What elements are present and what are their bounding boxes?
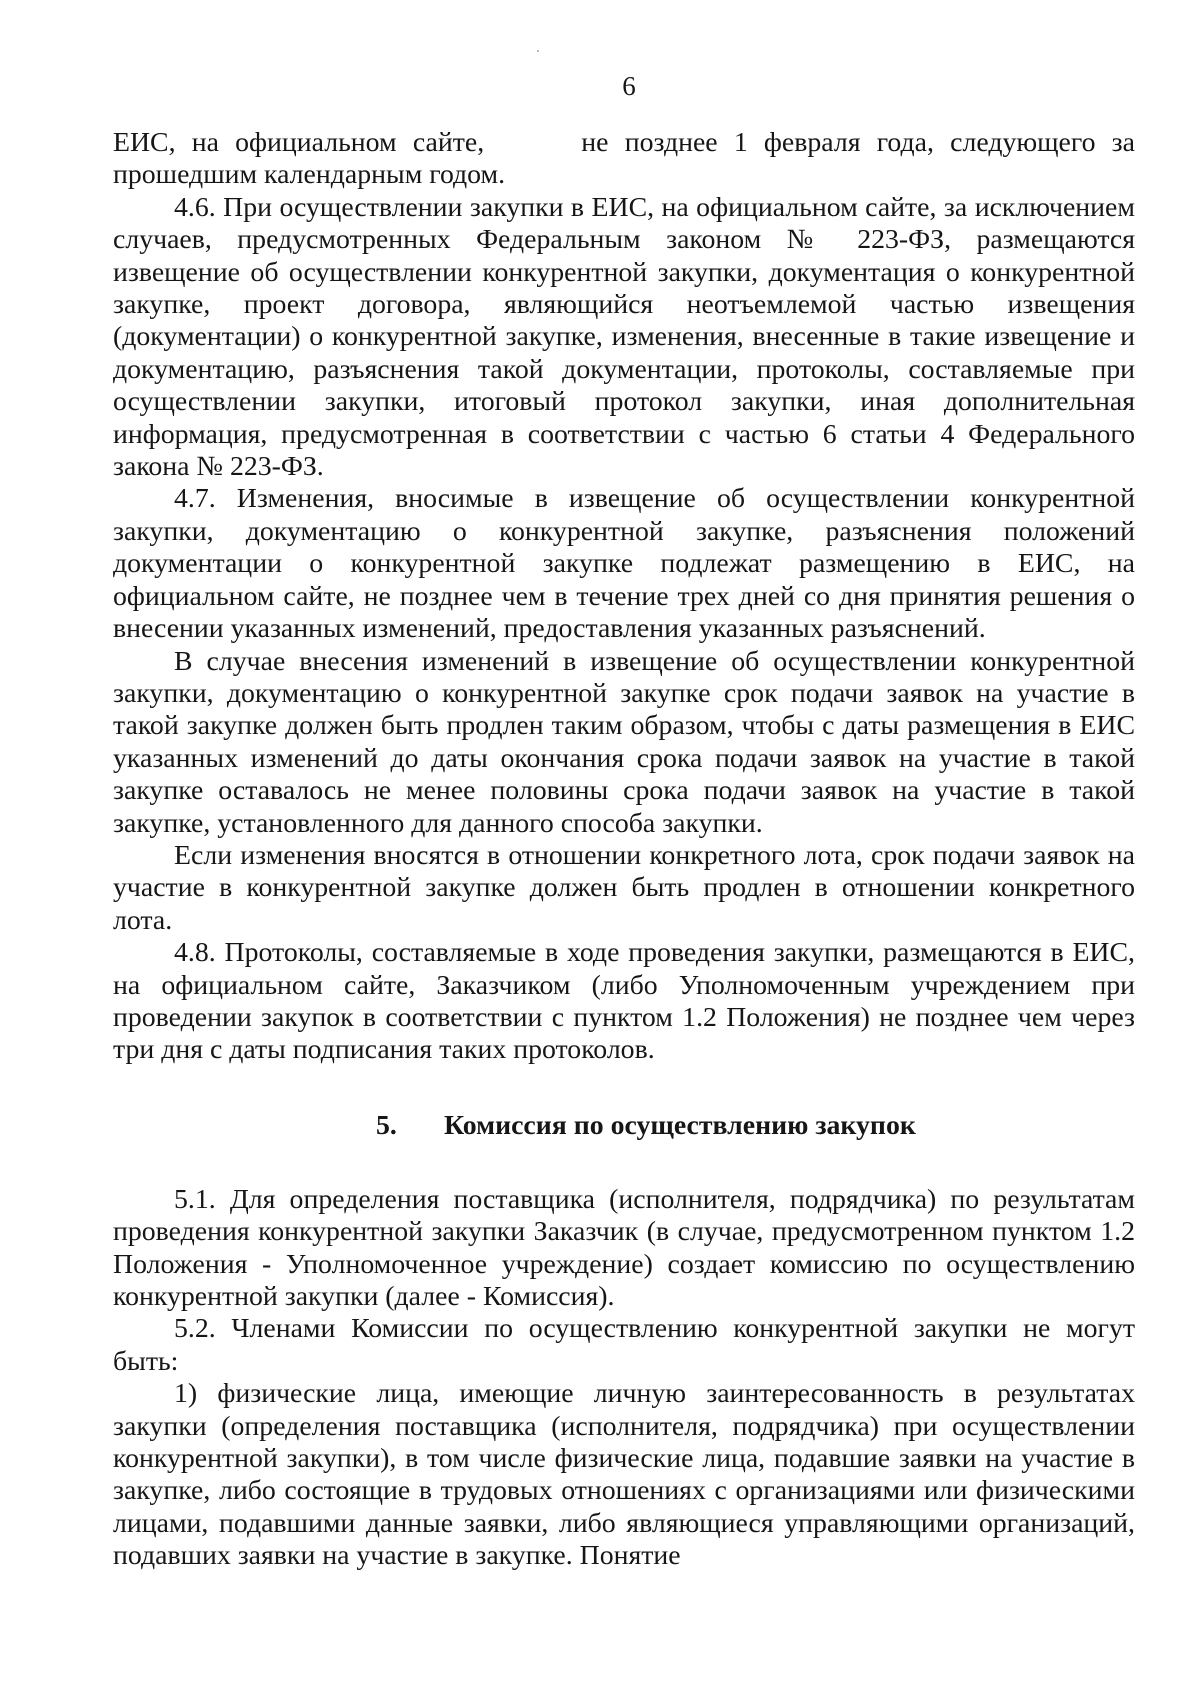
paragraph-4-8: 4.8. Протоколы, составляемые в ходе проведения закупки, размещаются в ЕИС, на официальном сайте, Заказчиком (либо Уполномоченным учреждением при проведении закупок в соответствии с пунктом 1.2 Положения) не позднее чем через три дня с даты подписания таких протоколов. — [113, 937, 1135, 1066]
section-title: Комиссия по осуществлению закупок — [444, 1109, 916, 1141]
paragraph-5-2: 5.2. Членами Комиссии по осуществлению конкурентной закупки не могут быть: — [113, 1313, 1135, 1377]
page-number: 6 — [622, 71, 636, 101]
paragraph-5-1: 5.1. Для определения поставщика (исполнителя, подрядчика) по результатам проведения конкурентной закупки Заказчик (в случае, предусмотренном пунктом 1.2 Положения - Уполномоченное учреждение) создает комиссию по осуществлению конкурентной закупки (далее - Комиссия). — [113, 1183, 1135, 1312]
paragraph-continuation: ЕИС, на официальном сайте, не позднее 1 февраля года, следующего за прошедшим календарным годом. — [113, 127, 1142, 191]
section-number: 5. — [376, 1109, 397, 1141]
paragraph-4-7-lot: Если изменения вносятся в отношении конкретного лота, срок подачи заявок на участие в конкурентной закупке должен быть продлен в отношении конкретного лота. — [113, 839, 1135, 936]
paragraph-4-7-changes: В случае внесения изменений в извещение об осуществлении конкурентной закупки, документацию о конкурентной закупке срок подачи заявок на участие в такой закупке должен быть продлен таким образом, чтобы с даты размещения в ЕИС указанных изменений до даты окончания срока подачи заявок на участие в такой закупке оставалось не менее половины срока подачи заявок на участие в такой закупке, установленного для данного способа закупки. — [113, 645, 1135, 839]
document-body — [113, 127, 1142, 1573]
paragraph-4-7: 4.7. Изменения, вносимые в извещение об осуществлении конкурентной закупки, документацию о конкурентной закупке, разъяснения положений документации о конкурентной закупке подлежат размещению в ЕИС, на официальном сайте, не позднее чем в течение трех дней со дня принятия решения о внесении указанных изменений, предоставления указанных разъяснений. — [113, 483, 1135, 645]
paragraph-5-2-item-1: 1) физические лица, имеющие личную заинтересованность в результатах закупки (определения поставщика (исполнителя, подрядчика) при осуществлении конкурентной закупки), в том числе физические лица, подавшие заявки на участие в закупке, либо состоящие в трудовых отношениях с организациями или физическими лицами, подавшими данные заявки, либо являющиеся управляющими организаций, подавших заявки на участие в закупке. Понятие — [113, 1378, 1135, 1572]
paragraph-4-6: 4.6. При осуществлении закупки в ЕИС, на официальном сайте, за исключением случаев, предусмотренных Федеральным законом № 223-ФЗ, размещаются извещение об осуществлении конкурентной закупки, документация о конкурентной закупке, проект договора, являющийся неотъемлемой частью извещения (документации) о конкурентной закупке, изменения, внесенные в такие извещение и документацию, разъяснения такой документации, протоколы, составляемые при осуществлении закупки, итоговый протокол закупки, иная дополнительная информация, предусмотренная в соответствии с частью 6 статьи 4 Федерального закона № 223-ФЗ. — [113, 191, 1135, 483]
scan-artifact — [537, 50, 539, 52]
section-heading — [113, 1110, 1135, 1142]
